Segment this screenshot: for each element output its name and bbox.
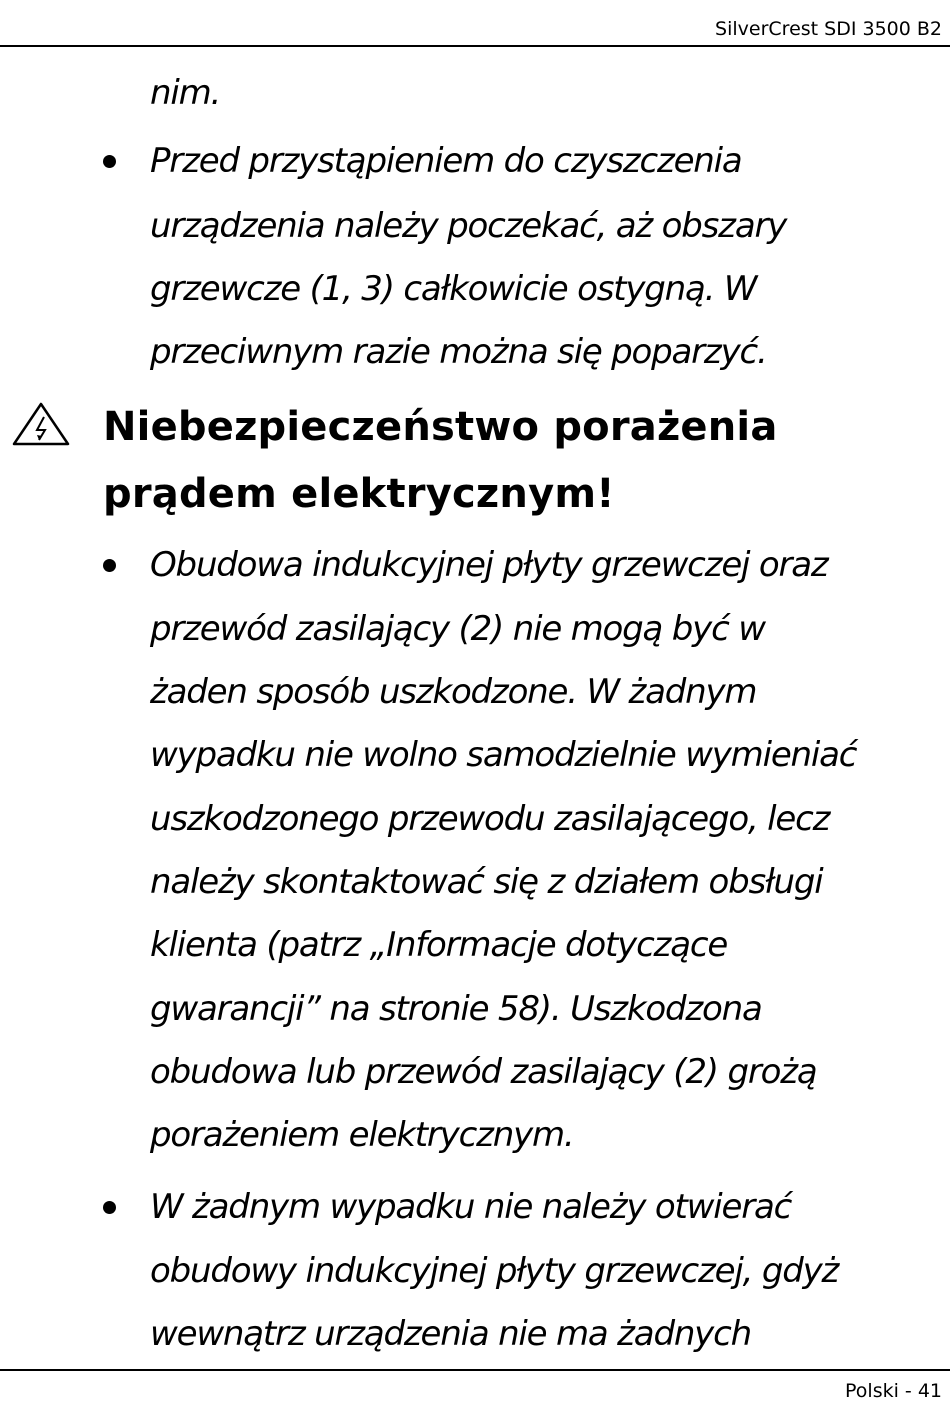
- bullet-line: urządzenia należy poczekać, aż obszary: [150, 206, 787, 246]
- bullet-line: przewód zasilający (2) nie mogą być w: [150, 609, 765, 649]
- page-header: [0, 0, 950, 47]
- bullet-line: przeciwnym razie można się poparzyć.: [150, 332, 767, 372]
- bullet-line: obudowa lub przewód zasilający (2) grożą: [150, 1052, 817, 1092]
- header-title: SilverCrest SDI 3500 B2: [715, 18, 942, 40]
- electric-shock-warning-icon: [11, 401, 71, 447]
- bullet-line: obudowy indukcyjnej płyty grzewczej, gdyż: [150, 1251, 839, 1291]
- bullet-line: wypadku nie wolno samodzielnie wymieniać: [150, 735, 857, 775]
- bullet-line: należy skontaktować się z działem obsługi: [150, 862, 823, 902]
- bullet-line: grzewcze (1, 3) całkowicie ostygną. W: [150, 269, 757, 309]
- bullet-line: Przed przystąpieniem do czyszczenia: [150, 141, 742, 181]
- page-footer: [0, 1369, 950, 1402]
- bullet-line: klienta (patrz „Informacje dotyczące: [150, 925, 728, 965]
- bullet-line: W żadnym wypadku nie należy otwierać: [150, 1187, 792, 1227]
- bullet-line: wewnątrz urządzenia nie ma żadnych: [150, 1314, 751, 1354]
- warning-heading-line: prądem elektrycznym!: [103, 471, 615, 517]
- bullet-line: Obudowa indukcyjnej płyty grzewczej oraz: [150, 545, 828, 585]
- continuation-line: nim.: [150, 73, 221, 113]
- bullet-line: żaden sposób uszkodzone. W żadnym: [150, 672, 757, 712]
- bullet-icon: [103, 140, 123, 160]
- bullet-line: gwarancji” na stronie 58). Uszkodzona: [150, 989, 762, 1029]
- page-number: Polski - 41: [845, 1380, 942, 1402]
- bullet-icon: [103, 544, 123, 564]
- bullet-line: porażeniem elektrycznym.: [150, 1115, 574, 1155]
- warning-heading-line: Niebezpieczeństwo porażenia: [103, 404, 778, 450]
- bullet-icon: [103, 1186, 123, 1206]
- bullet-line: uszkodzonego przewodu zasilającego, lecz: [150, 799, 830, 839]
